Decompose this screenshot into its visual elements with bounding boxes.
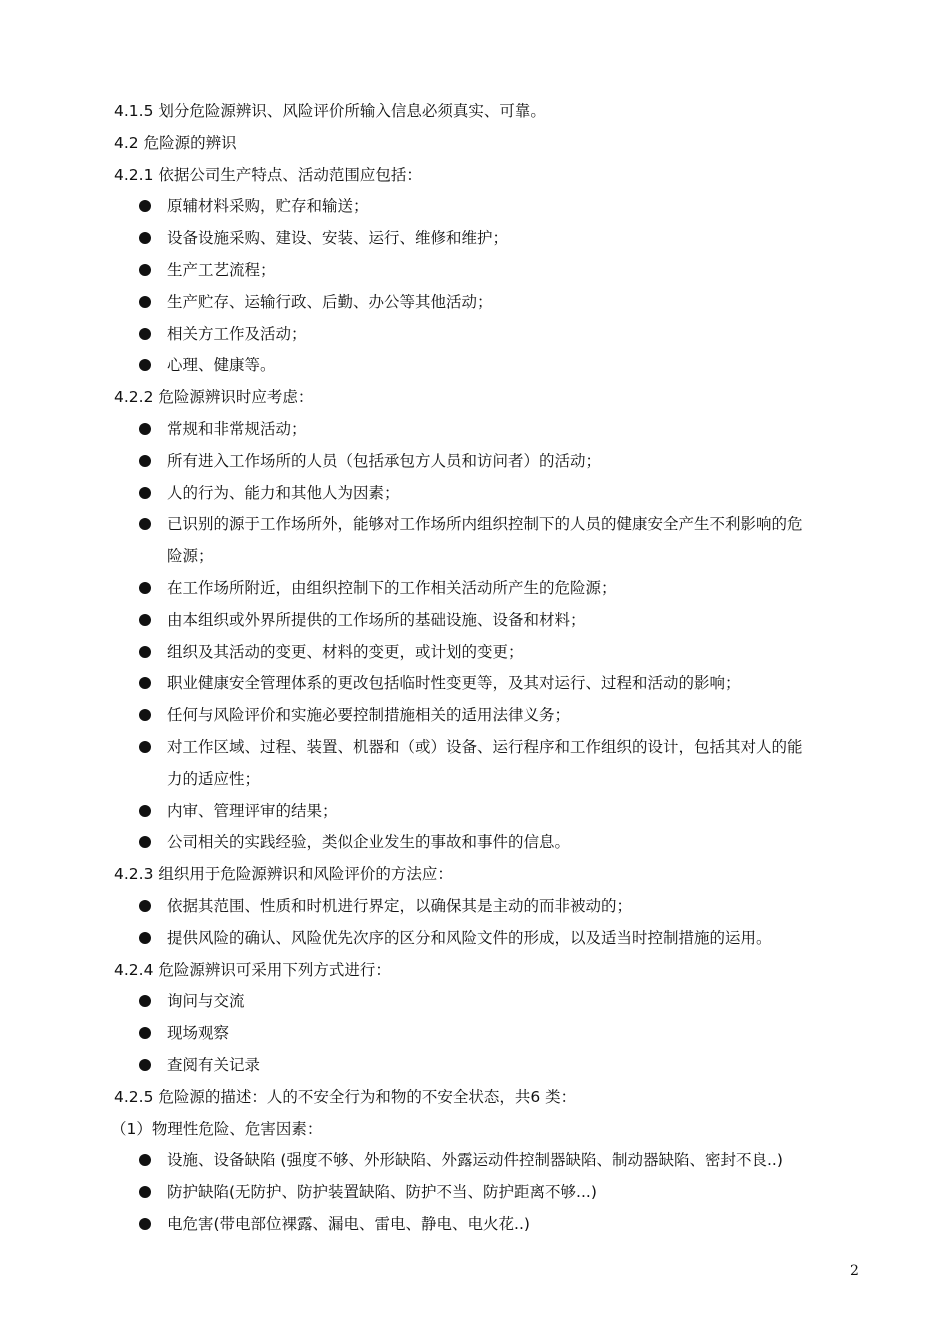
section-heading: 4.2 危险源的辨识 bbox=[114, 133, 237, 152]
list-item-text: 公司相关的实践经验，类似企业发生的事故和事件的信息。 bbox=[167, 833, 571, 852]
bullet-icon bbox=[139, 805, 151, 817]
list-item-text: 职业健康安全管理体系的更改包括临时性变更等，及其对运行、过程和活动的影响； bbox=[167, 674, 741, 693]
list-item-text: 在工作场所附近，由组织控制下的工作相关活动所产生的危险源； bbox=[167, 579, 617, 597]
section-heading: 4.1.5 划分危险源辨识、风险评价所输入信息必须真实、可靠。 bbox=[114, 102, 546, 120]
bullet-icon bbox=[139, 741, 151, 753]
list-item-text: 生产贮存、运输行政、后勤、办公等其他活动； bbox=[167, 292, 493, 311]
list-item-text: 设施、设备缺陷 (强度不够、外形缺陷、外露运动件控制器缺陷、制动器缺陷、密封不良..) bbox=[167, 1151, 783, 1170]
list-item-continuation: 险源； bbox=[167, 547, 214, 566]
bullet-icon bbox=[139, 646, 151, 658]
list-item-text: 由本组织或外界所提供的工作场所的基础设施、设备和材料； bbox=[167, 610, 586, 629]
list-item-continuation: 力的适应性； bbox=[167, 769, 261, 788]
bullet-icon bbox=[139, 232, 151, 244]
bullet-icon bbox=[139, 1218, 151, 1230]
section-heading: 4.2.3 组织用于危险源辨识和风险评价的方法应： bbox=[114, 865, 453, 884]
bullet-icon bbox=[139, 677, 151, 689]
list-item-text: 内审、管理评审的结果； bbox=[167, 801, 338, 820]
bullet-icon bbox=[139, 264, 151, 276]
list-item-text: 组织及其活动的变更、材料的变更，或计划的变更； bbox=[167, 642, 524, 661]
list-item-text: 原辅材料采购，贮存和输送； bbox=[167, 197, 369, 216]
section-heading: 4.2.2 危险源辨识时应考虑： bbox=[114, 388, 314, 407]
bullet-icon bbox=[139, 359, 151, 371]
bullet-icon bbox=[139, 423, 151, 435]
list-item-text: 常规和非常规活动； bbox=[167, 420, 307, 438]
list-item-text: 任何与风险评价和实施必要控制措施相关的适用法律义务； bbox=[167, 706, 571, 725]
bullet-icon bbox=[139, 1186, 151, 1198]
list-item-text: 所有进入工作场所的人员（包括承包方人员和访问者）的活动； bbox=[167, 451, 602, 470]
bullet-icon bbox=[139, 1154, 151, 1166]
list-item-text: 对工作区域、过程、装置、机器和（或）设备、运行程序和工作组织的设计，包括其对人的能 bbox=[167, 738, 803, 756]
bullet-icon bbox=[139, 836, 151, 848]
list-item-text: 查阅有关记录 bbox=[167, 1056, 261, 1074]
bullet-icon bbox=[139, 455, 151, 467]
list-item-text: 防护缺陷(无防护、防护装置缺陷、防护不当、防护距离不够...) bbox=[167, 1183, 597, 1202]
bullet-icon bbox=[139, 900, 151, 912]
bullet-icon bbox=[139, 487, 151, 499]
bullet-icon bbox=[139, 296, 151, 308]
list-item-text: 已识别的源于工作场所外，能够对工作场所内组织控制下的人员的健康安全产生不利影响的危 bbox=[167, 515, 803, 534]
bullet-icon bbox=[139, 995, 151, 1007]
list-item-text: 设备设施采购、建设、安装、运行、维修和维护； bbox=[167, 229, 509, 248]
bullet-icon bbox=[139, 709, 151, 721]
section-heading: 4.2.1 依据公司生产特点、活动范围应包括： bbox=[114, 165, 422, 184]
bullet-icon bbox=[139, 614, 151, 626]
list-item-text: 现场观察 bbox=[167, 1024, 230, 1043]
bullet-icon bbox=[139, 582, 151, 594]
list-item-text: 生产工艺流程； bbox=[167, 261, 276, 279]
page-number: 2 bbox=[850, 1263, 859, 1279]
list-item-text: 电危害(带电部位裸露、漏电、雷电、静电、电火花..) bbox=[167, 1215, 530, 1233]
subsection-heading: （1）物理性危险、危害因素： bbox=[111, 1119, 323, 1138]
bullet-icon bbox=[139, 1059, 151, 1071]
section-heading: 4.2.5 危险源的描述：人的不安全行为和物的不安全状态，共6 类： bbox=[114, 1087, 577, 1106]
list-item-text: 依据其范围、性质和时机进行界定，以确保其是主动的而非被动的； bbox=[167, 897, 633, 915]
section-heading: 4.2.4 危险源辨识可采用下列方式进行： bbox=[114, 960, 391, 979]
bullet-icon bbox=[139, 200, 151, 212]
bullet-icon bbox=[139, 518, 151, 530]
list-item-text: 提供风险的确认、风险优先次序的区分和风险文件的形成，以及适当时控制措施的运用。 bbox=[167, 928, 772, 947]
list-item-text: 询问与交流 bbox=[167, 992, 245, 1011]
list-item-text: 相关方工作及活动； bbox=[167, 324, 307, 343]
list-item-text: 心理、健康等。 bbox=[167, 356, 276, 375]
bullet-icon bbox=[139, 932, 151, 944]
bullet-icon bbox=[139, 328, 151, 340]
list-item-text: 人的行为、能力和其他人为因素； bbox=[167, 483, 400, 502]
bullet-icon bbox=[139, 1027, 151, 1039]
